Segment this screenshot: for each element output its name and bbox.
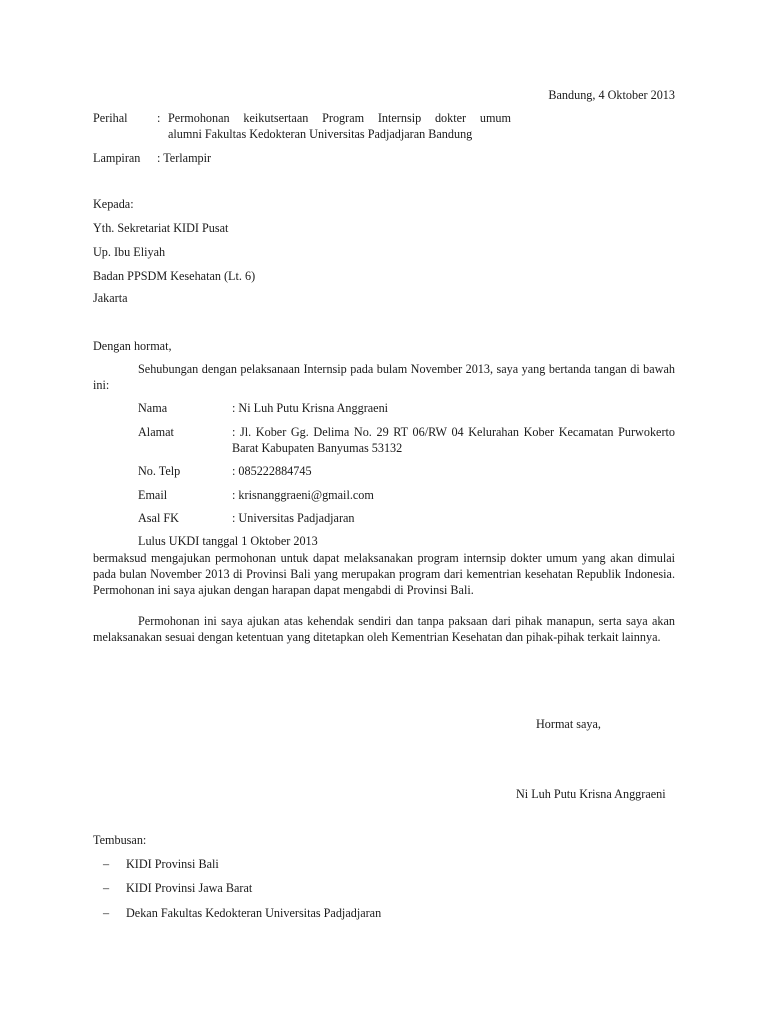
recipient-line-4: Jakarta xyxy=(93,291,128,305)
recipient-line-3: Badan PPSDM Kesehatan (Lt. 6) xyxy=(93,269,256,283)
detail-alamat-value: : Jl. Kober Gg. Delima No. 29 RT 06/RW 04 Kelurahan Kober Kecamatan Purwokerto Barat Kabupaten Banyumas 53132 xyxy=(232,425,675,455)
perihal-label: Perihal xyxy=(93,111,128,125)
detail-alamat-label: Alamat xyxy=(138,425,174,439)
tembusan-dash-2: – xyxy=(103,881,110,895)
tembusan-item-1: KIDI Provinsi Bali xyxy=(126,857,219,871)
closing: Hormat saya, xyxy=(536,717,601,731)
body-paragraph-3: Permohonan ini saya ajukan atas kehendak sendiri dan tanpa paksaan dari pihak manapun, serta saya akan melaksanakan sesuai dengan ketentuan yang ditetapkan oleh Kementrian Kesehatan dan pihak-pihak terkait lainnya. xyxy=(93,614,675,644)
tembusan-item-3: Dekan Fakultas Kedokteran Universitas Padjadjaran xyxy=(126,906,382,920)
tembusan-item-2: KIDI Provinsi Jawa Barat xyxy=(126,881,253,895)
body-paragraph-2: bermaksud mengajukan permohonan untuk dapat melaksanakan program internsip dokter umum yang akan dimulai pada bulan November 2013 di Provinsi Bali yang merupakan program dari kementrian kesehatan Republik Indonesia. Permohonan ini saya ajukan dengan harapan dapat mengabdi di Provinsi Bali. xyxy=(93,551,675,597)
salutation: Dengan hormat, xyxy=(93,339,172,353)
recipient-line-2: Up. Ibu Eliyah xyxy=(93,245,166,259)
intro-paragraph: Sehubungan dengan pelaksanaan Internsip pada bulam November 2013, saya yang bertanda tangan di bawah ini: xyxy=(93,362,675,392)
letter-date: Bandung, 4 Oktober 2013 xyxy=(548,88,675,102)
recipient-kepada: Kepada: xyxy=(93,197,134,211)
perihal-line-2: alumni Fakultas Kedokteran Universitas Padjadjaran Bandung xyxy=(168,127,473,141)
signature-name: Ni Luh Putu Krisna Anggraeni xyxy=(516,787,666,801)
tembusan-dash-3: – xyxy=(103,906,110,920)
detail-telp-value: : 085222884745 xyxy=(232,464,312,478)
lampiran-label: Lampiran xyxy=(93,151,141,165)
perihal-colon: : xyxy=(157,111,161,125)
tembusan-label: Tembusan: xyxy=(93,833,147,847)
detail-nama-label: Nama xyxy=(138,401,168,415)
detail-asal-label: Asal FK xyxy=(138,511,179,525)
detail-asal-value: : Universitas Padjadjaran xyxy=(232,511,355,525)
tembusan-dash-1: – xyxy=(103,857,110,871)
lulus-ukdi-line: Lulus UKDI tanggal 1 Oktober 2013 xyxy=(138,534,318,548)
detail-email-label: Email xyxy=(138,488,168,502)
perihal-line-1: Permohonan keikutsertaan Program Internsip dokter umum xyxy=(168,111,511,125)
detail-telp-label: No. Telp xyxy=(138,464,181,478)
lampiran-value: : Terlampir xyxy=(157,151,212,165)
detail-nama-value: : Ni Luh Putu Krisna Anggraeni xyxy=(232,401,389,415)
recipient-line-1: Yth. Sekretariat KIDI Pusat xyxy=(93,221,229,235)
detail-email-value: : krisnanggraeni@gmail.com xyxy=(232,488,374,502)
